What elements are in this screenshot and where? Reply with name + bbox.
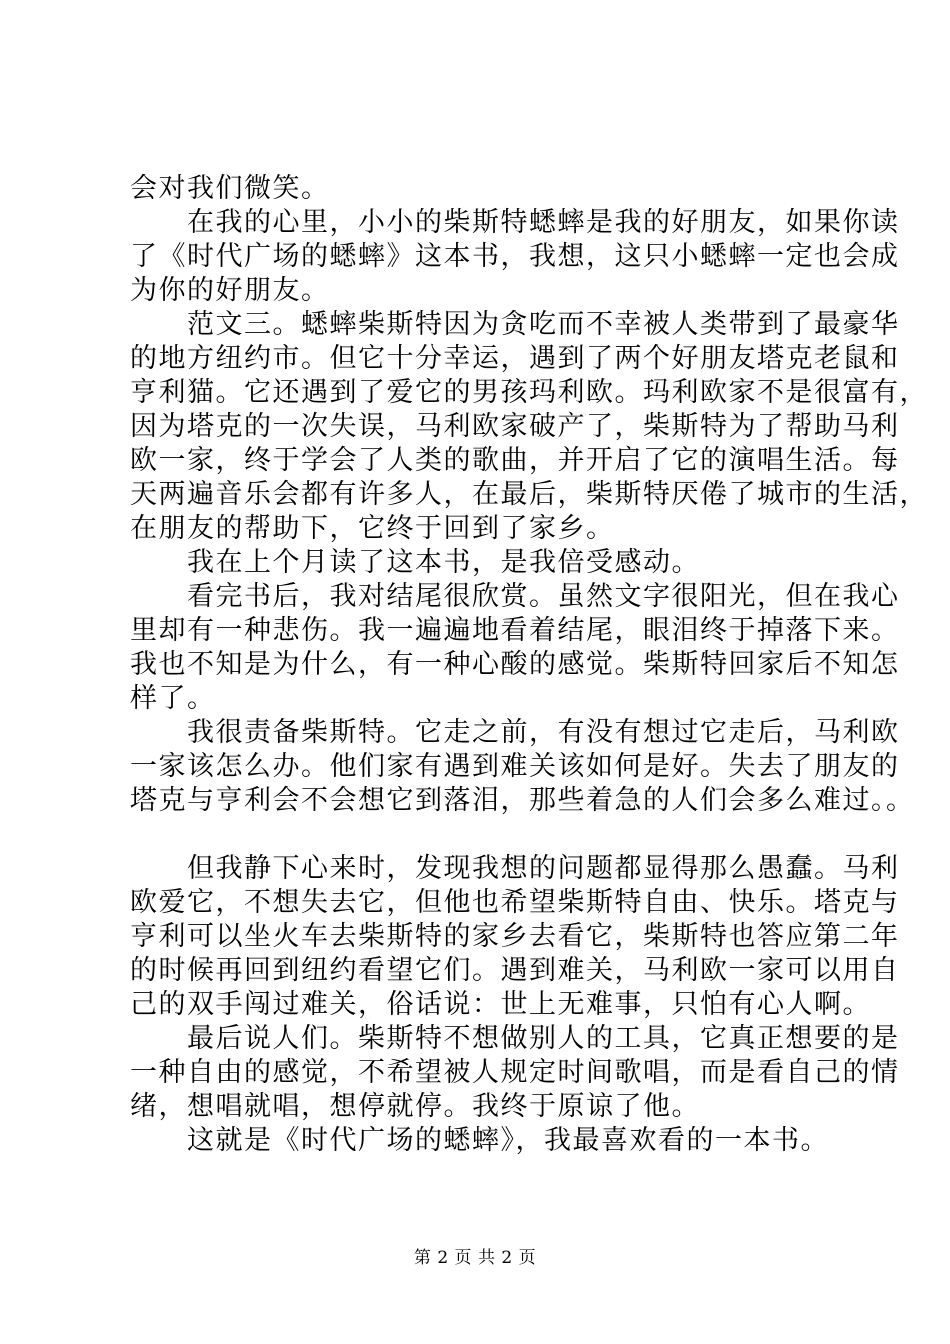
- text-line: 在我的心里，小小的柴斯特蟋蟀是我的好朋友，如果你读: [130, 207, 900, 238]
- text-line: 的地方纽约市。但它十分幸运，遇到了两个好朋友塔克老鼠和: [130, 343, 900, 374]
- text-line: 为你的好朋友。: [130, 275, 330, 306]
- text-line: 天两遍音乐会都有许多人，在最后，柴斯特厌倦了城市的生活，: [130, 479, 928, 510]
- text-line: 但我静下心来时，发现我想的问题都显得那么愚蠢。马利: [130, 853, 900, 884]
- text-line: 了《时代广场的蟋蟀》这本书，我想，这只小蟋蟀一定也会成: [130, 241, 900, 272]
- text-line: 亨利可以坐火车去柴斯特的家乡去看它，柴斯特也答应第二年: [130, 921, 900, 952]
- text-line: 己的双手闯过难关，俗话说：世上无难事，只怕有心人啊。: [130, 989, 871, 1020]
- text-line: 看完书后，我对结尾很欣赏。虽然文字很阳光，但在我心: [130, 581, 900, 612]
- text-line: 样了。: [130, 683, 216, 714]
- page-footer: 第 2 页 共 2 页: [413, 1248, 537, 1268]
- text-line: 范文三。蟋蟀柴斯特因为贪吃而不幸被人类带到了最豪华: [130, 309, 900, 340]
- text-line: 欧爱它，不想失去它，但他也希望柴斯特自由、快乐。塔克与: [130, 887, 900, 918]
- text-line: 一种自由的感觉，不希望被人规定时间歌唱，而是看自己的情: [130, 1057, 900, 1088]
- text-line: 亨利猫。它还遇到了爱它的男孩玛利欧。玛利欧家不是很富有，: [130, 377, 928, 408]
- text-line: 欧一家，终于学会了人类的歌曲，并开启了它的演唱生活。每: [130, 445, 900, 476]
- text-line: 会对我们微笑。: [130, 173, 330, 204]
- text-line: 我在上个月读了这本书，是我倍受感动。: [130, 547, 700, 578]
- text-line: 绪，想唱就唱，想停就停。我终于原谅了他。: [130, 1091, 700, 1122]
- text-line: 的时候再回到纽约看望它们。遇到难关，马利欧一家可以用自: [130, 955, 900, 986]
- text-line: 最后说人们。柴斯特不想做别人的工具，它真正想要的是: [130, 1023, 900, 1054]
- text-line: 这就是《时代广场的蟋蟀》，我最喜欢看的一本书。: [130, 1125, 829, 1156]
- text-line: 在朋友的帮助下，它终于回到了家乡。: [130, 513, 615, 544]
- text-line: 塔克与亨利会不会想它到落泪，那些着急的人们会多么难过。。: [130, 785, 915, 816]
- text-line: 我很责备柴斯特。它走之前，有没有想过它走后，马利欧: [130, 717, 900, 748]
- text-line: 里却有一种悲伤。我一遍遍地看着结尾，眼泪终于掉落下来。: [130, 615, 900, 646]
- text-line: 一家该怎么办。他们家有遇到难关该如何是好。失去了朋友的: [130, 751, 900, 782]
- text-line: 我也不知是为什么，有一种心酸的感觉。柴斯特回家后不知怎: [130, 649, 900, 680]
- text-line: 因为塔克的一次失误，马利欧家破产了，柴斯特为了帮助马利: [130, 411, 900, 442]
